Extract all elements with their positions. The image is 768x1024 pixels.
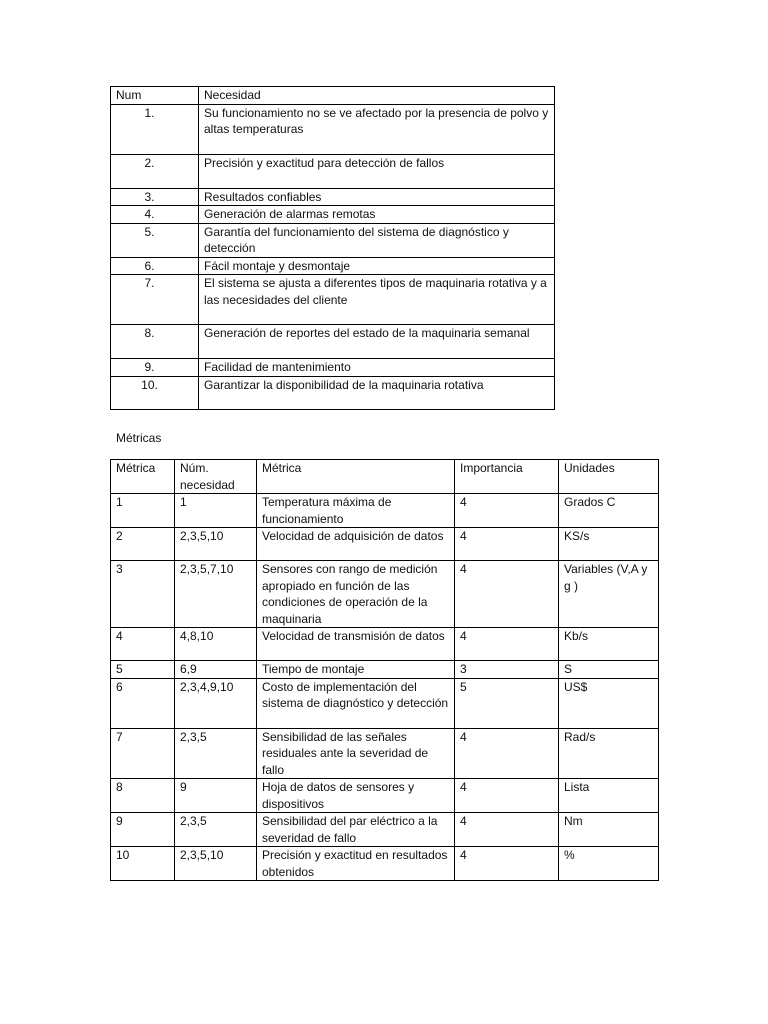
needs-row [111,104,555,154]
metrics-row [111,779,659,813]
metrics-row-units: Grados C [559,494,659,528]
needs-row-num: 7. [111,275,199,325]
needs-row-text: Garantía del funcionamiento del sistema de diagnóstico y detección [199,223,555,257]
metrics-row-needs: 1 [175,494,257,528]
needs-row-num: 3. [111,188,199,206]
metrics-row-metric: Velocidad de adquisición de datos [257,528,455,561]
metrics-row-importance: 5 [455,678,559,728]
needs-table [110,86,555,410]
metrics-row-importance: 4 [455,728,559,779]
metrics-row-id: 3 [111,561,175,628]
metrics-header-units: Unidades [559,460,659,494]
metrics-row [111,494,659,528]
metrics-header-needs: Núm. necesidad [175,460,257,494]
metrics-row-needs: 6,9 [175,661,257,679]
metrics-row-needs: 2,3,5,10 [175,528,257,561]
needs-header-row [111,87,555,105]
metrics-row-units: % [559,847,659,881]
metrics-row-importance: 4 [455,847,559,881]
metrics-row-importance: 4 [455,779,559,813]
metrics-row-units: KS/s [559,528,659,561]
needs-row [111,325,555,359]
metrics-row-metric: Costo de implementación del sistema de diagnóstico y detección [257,678,455,728]
metrics-section-heading: Métricas [116,431,162,445]
metrics-row [111,528,659,561]
metrics-row-importance: 4 [455,628,559,661]
needs-row-text: Generación de alarmas remotas [199,206,555,224]
needs-row-num: 4. [111,206,199,224]
metrics-row-needs: 2,3,5,7,10 [175,561,257,628]
metrics-row-units: Nm [559,813,659,847]
needs-row [111,376,555,409]
metrics-row-metric: Temperatura máxima de funcionamiento [257,494,455,528]
metrics-row-units: Lista [559,779,659,813]
metrics-row-metric: Velocidad de transmisión de datos [257,628,455,661]
metrics-row-id: 9 [111,813,175,847]
metrics-row [111,678,659,728]
metrics-row-metric: Sensores con rango de medición apropiado en función de las condiciones de operación de la maquinaria [257,561,455,628]
metrics-row-importance: 3 [455,661,559,679]
metrics-row-metric: Hoja de datos de sensores y dispositivos [257,779,455,813]
needs-row-text: Precisión y exactitud para detección de fallos [199,154,555,188]
needs-row-num: 9. [111,359,199,377]
needs-row-text: Resultados confiables [199,188,555,206]
needs-header-need: Necesidad [199,87,555,105]
metrics-row-needs: 2,3,5,10 [175,847,257,881]
needs-row-text: Facilidad de mantenimiento [199,359,555,377]
metrics-row [111,847,659,881]
metrics-row [111,561,659,628]
metrics-table [110,459,659,881]
metrics-row [111,661,659,679]
metrics-row-needs: 9 [175,779,257,813]
needs-row-num: 1. [111,104,199,154]
metrics-row-importance: 4 [455,813,559,847]
metrics-row-metric: Tiempo de montaje [257,661,455,679]
needs-row [111,359,555,377]
metrics-row-id: 2 [111,528,175,561]
metrics-row-needs: 2,3,5 [175,728,257,779]
metrics-row-id: 10 [111,847,175,881]
metrics-header-importance: Importancia [455,460,559,494]
needs-row [111,275,555,325]
needs-row-text: Generación de reportes del estado de la maquinaria semanal [199,325,555,359]
needs-row [111,223,555,257]
needs-row-text: Garantizar la disponibilidad de la maquinaria rotativa [199,376,555,409]
needs-row-num: 10. [111,376,199,409]
metrics-row-units: Kb/s [559,628,659,661]
metrics-row-metric: Sensibilidad de las señales residuales ante la severidad de fallo [257,728,455,779]
needs-row-num: 6. [111,257,199,275]
needs-row-num: 2. [111,154,199,188]
needs-row-text: Fácil montaje y desmontaje [199,257,555,275]
needs-row-text: Su funcionamiento no se ve afectado por la presencia de polvo y altas temperaturas [199,104,555,154]
metrics-row-id: 6 [111,678,175,728]
metrics-row [111,813,659,847]
metrics-header-row [111,460,659,494]
metrics-row-needs: 4,8,10 [175,628,257,661]
metrics-row-id: 4 [111,628,175,661]
metrics-row-units: US$ [559,678,659,728]
metrics-row-id: 8 [111,779,175,813]
needs-row [111,188,555,206]
metrics-row-metric: Precisión y exactitud en resultados obtenidos [257,847,455,881]
needs-row [111,154,555,188]
needs-row-num: 5. [111,223,199,257]
needs-row-text: El sistema se ajusta a diferentes tipos de maquinaria rotativa y a las necesidades del cliente [199,275,555,325]
metrics-row-needs: 2,3,4,9,10 [175,678,257,728]
metrics-row-id: 1 [111,494,175,528]
metrics-row-id: 5 [111,661,175,679]
metrics-row-units: S [559,661,659,679]
needs-header-num: Num [111,87,199,105]
metrics-row-importance: 4 [455,561,559,628]
metrics-row-importance: 4 [455,494,559,528]
metrics-header-id: Métrica [111,460,175,494]
metrics-row [111,628,659,661]
metrics-row-importance: 4 [455,528,559,561]
needs-row-num: 8. [111,325,199,359]
metrics-row-units: Rad/s [559,728,659,779]
needs-row [111,206,555,224]
metrics-header-metric: Métrica [257,460,455,494]
metrics-row-id: 7 [111,728,175,779]
needs-row [111,257,555,275]
metrics-row-units: Variables (V,A y g ) [559,561,659,628]
metrics-row [111,728,659,779]
metrics-row-needs: 2,3,5 [175,813,257,847]
metrics-row-metric: Sensibilidad del par eléctrico a la severidad de fallo [257,813,455,847]
